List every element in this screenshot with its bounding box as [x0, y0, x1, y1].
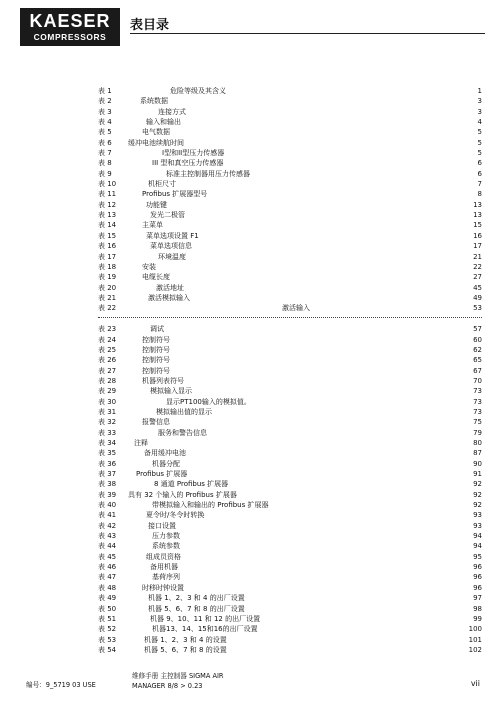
toc-row-entry	[142, 189, 482, 199]
toc-row-page: 8	[477, 190, 482, 199]
toc-intro-list	[0, 86, 500, 303]
toc-row[interactable]	[0, 283, 500, 293]
toc-row-label: 表 20	[98, 283, 117, 292]
toc-row[interactable]	[0, 428, 500, 438]
toc-row-title: 控制符号	[142, 356, 170, 365]
toc-row-entry	[146, 552, 482, 562]
toc-row-label: 表 7	[98, 149, 112, 158]
toc-row-entry	[142, 583, 482, 593]
toc-row-label: 表 17	[98, 252, 117, 261]
toc-row-title: 激活模拟输入	[148, 293, 190, 302]
toc-row-page: 57	[473, 325, 482, 334]
toc-row-entry	[150, 241, 482, 251]
toc-row-label: 表 37	[98, 470, 117, 479]
toc-row-entry	[150, 210, 482, 220]
toc-row-entry	[142, 335, 482, 345]
toc-row-page: 96	[473, 563, 482, 572]
toc-row[interactable]	[0, 96, 500, 106]
toc-row-page: 7	[477, 180, 482, 189]
toc-row-entry	[166, 397, 482, 407]
toc-row-label: 表 53	[98, 635, 117, 644]
toc-row[interactable]	[0, 345, 500, 355]
toc-row-page: 93	[473, 521, 482, 530]
toc-row-title: 控制符号	[142, 366, 170, 375]
toc-row[interactable]	[0, 303, 500, 324]
toc-row-page: 62	[473, 345, 482, 354]
toc-row-label: 表 9	[98, 169, 112, 178]
toc-row-title: 备用机器	[150, 563, 178, 572]
toc-row-title: 机器13、14、15和16的出厂设置	[152, 625, 258, 634]
toc-row-entry	[152, 624, 482, 634]
toc-row-page: 53	[473, 304, 482, 313]
toc-row-title: 主菜单	[142, 221, 163, 230]
toc-row-label: 表 14	[98, 221, 117, 230]
toc-row-entry	[148, 593, 482, 603]
toc-row-label: 表 36	[98, 459, 117, 468]
toc-row-page: 73	[473, 407, 482, 416]
toc-row-entry	[144, 645, 482, 655]
toc-row[interactable]	[0, 210, 500, 220]
toc-row-entry	[148, 293, 482, 303]
toc-row-entry	[142, 262, 482, 272]
toc-row-title: 压力参数	[152, 532, 180, 541]
toc-row-page: 49	[473, 293, 482, 302]
toc-row[interactable]	[0, 324, 500, 334]
toc-row-page: 5	[477, 128, 482, 137]
toc-row-label: 表 34	[98, 439, 117, 447]
toc-row-title: 控制符号	[142, 335, 170, 344]
toc-row-entry	[142, 272, 482, 282]
toc-row-label: 表 12	[98, 200, 117, 209]
toc-row[interactable]	[0, 407, 500, 417]
toc-row-entry	[148, 604, 482, 614]
toc-row-label: 表 31	[98, 407, 117, 416]
page-title: 表目录	[130, 18, 170, 33]
toc-row[interactable]	[0, 169, 500, 179]
page-footer	[0, 667, 500, 707]
toc-row-page: 94	[473, 542, 482, 551]
toc-row-page: 92	[473, 490, 482, 499]
toc-row-title: 带模拟输入和输出的 Profibus 扩展器	[152, 501, 269, 510]
toc-row[interactable]	[0, 86, 500, 96]
toc-row-entry	[142, 127, 482, 137]
toc-row-title: 安装	[142, 262, 156, 271]
toc-row-label: 表 3	[98, 107, 112, 116]
toc-row-entry	[152, 459, 482, 469]
toc-row-label: 表 29	[98, 387, 117, 396]
toc-row-title: Profibus 扩展器	[136, 470, 188, 479]
title-divider	[130, 33, 485, 34]
toc-row-title: 发光二极管	[150, 211, 185, 220]
toc-row-title: 机器分配	[152, 459, 180, 468]
toc-row-label: 表 41	[98, 511, 117, 520]
toc-row-title: 机器 9、10、11 和 12 的出厂设置	[150, 614, 261, 623]
toc-row-label: 表 18	[98, 262, 117, 271]
toc-row[interactable]	[0, 593, 500, 603]
toc-row[interactable]	[0, 231, 500, 241]
toc-row-entry	[148, 179, 482, 189]
toc-row-label: 表 25	[98, 345, 117, 354]
toc-row-title: 电缆长度	[142, 273, 170, 282]
toc-row-page: 99	[473, 614, 482, 623]
toc-row-title: 缓冲电池续航时间	[128, 138, 184, 147]
toc-row-page: 3	[477, 97, 482, 106]
toc-row-label: 表 54	[98, 645, 117, 654]
toc-row[interactable]	[0, 335, 500, 345]
toc-row[interactable]	[0, 293, 500, 303]
toc-row-label: 表 51	[98, 614, 117, 623]
document-number: 编号：9_5719 03 USE	[26, 681, 96, 689]
toc-row-entry	[154, 479, 482, 489]
toc-row[interactable]	[0, 366, 500, 376]
toc-row-entry	[146, 231, 482, 241]
logo-subtitle: COMPRESSORS	[33, 32, 107, 42]
toc-row-page: 13	[473, 211, 482, 220]
toc-row-title: 标准主控制器用压力传感器	[166, 169, 250, 178]
toc-row-entry	[158, 428, 482, 438]
toc-row-entry	[144, 635, 482, 645]
toc-row[interactable]	[0, 158, 500, 168]
toc-row[interactable]	[0, 448, 500, 458]
toc-row-page: 16	[473, 231, 482, 240]
toc-row-entry	[152, 572, 482, 582]
toc-row-page: 1	[477, 87, 482, 95]
toc-row-title: 环境温度	[158, 252, 186, 261]
toc-row-label: 表 8	[98, 159, 112, 168]
toc-row-title: Profibus 扩展器型号	[142, 190, 208, 199]
toc-row-entry	[150, 562, 482, 572]
toc-row-label: 表 24	[98, 335, 117, 344]
toc-row[interactable]	[0, 386, 500, 396]
toc-row-title: 机器 5、6、7 和 8 的设置	[144, 645, 227, 654]
toc-row-title: 激活地址	[156, 283, 184, 292]
toc-row-title: 功能键	[146, 200, 167, 209]
toc-row-page: 92	[473, 501, 482, 510]
toc-row[interactable]	[0, 541, 500, 551]
toc-row[interactable]	[0, 604, 500, 614]
toc-row-label: 表 32	[98, 418, 117, 427]
toc-row-title: 调试	[150, 325, 164, 334]
toc-row[interactable]	[0, 148, 500, 158]
toc-row-title: 电气数据	[142, 128, 170, 137]
toc-row-title: 系统参数	[152, 542, 180, 551]
toc-row-label: 表 2	[98, 97, 112, 106]
toc-row-page: 27	[473, 273, 482, 282]
toc-row[interactable]	[0, 272, 500, 282]
toc-row-title: I型和II型压力传感器	[162, 149, 225, 158]
toc-row-entry	[142, 355, 482, 365]
toc-row-label: 表 16	[98, 242, 117, 251]
toc-row[interactable]	[0, 355, 500, 365]
toc-row-label: 表 43	[98, 532, 117, 541]
toc-row-label: 表 27	[98, 366, 117, 375]
toc-row-label: 表 5	[98, 128, 112, 137]
toc-row[interactable]	[0, 262, 500, 272]
table-of-contents	[0, 86, 500, 655]
toc-row[interactable]	[0, 562, 500, 572]
toc-row-title: 危险等级及其含义	[170, 87, 226, 95]
page-number: vii	[470, 679, 480, 688]
toc-row-entry	[136, 469, 482, 479]
toc-row-entry	[170, 86, 482, 96]
toc-row-page: 70	[473, 376, 482, 385]
toc-row[interactable]	[0, 645, 500, 655]
toc-row[interactable]	[0, 510, 500, 520]
toc-row-label: 表 40	[98, 501, 117, 510]
toc-row-entry	[158, 107, 482, 117]
toc-row[interactable]	[0, 531, 500, 541]
toc-row-entry	[162, 148, 482, 158]
toc-row[interactable]	[0, 521, 500, 531]
toc-row[interactable]	[0, 107, 500, 117]
toc-row-page: 95	[473, 552, 482, 561]
toc-row[interactable]	[0, 179, 500, 189]
toc-row-label: 表 52	[98, 625, 117, 634]
toc-row-entry	[128, 138, 482, 148]
toc-row-title: 激活输入	[282, 304, 310, 313]
toc-row-page: 90	[473, 459, 482, 468]
toc-row-page: 21	[473, 252, 482, 261]
toc-row-label: 表 38	[98, 480, 117, 489]
toc-row-entry	[152, 500, 482, 510]
toc-row[interactable]	[0, 220, 500, 230]
toc-row-page: 96	[473, 583, 482, 592]
toc-row-title: 菜单选项设置 F1	[146, 231, 199, 240]
toc-row[interactable]	[0, 459, 500, 469]
toc-main-list	[0, 324, 500, 655]
toc-row-page: 17	[473, 242, 482, 251]
toc-row-entry	[150, 386, 482, 396]
toc-row-label: 表 15	[98, 231, 117, 240]
toc-row-title: III 型和真空压力传感器	[152, 159, 224, 168]
toc-row-entry	[166, 169, 482, 179]
dot-leader	[98, 317, 482, 318]
toc-row-title: 连接方式	[158, 107, 186, 116]
toc-row-entry	[142, 345, 482, 355]
toc-row-label: 表 35	[98, 449, 117, 458]
toc-row-page: 98	[473, 604, 482, 613]
toc-row-page: 4	[477, 118, 482, 127]
toc-row-entry	[148, 521, 482, 531]
toc-row-entry	[134, 438, 482, 448]
toc-row-label: 表 45	[98, 552, 117, 561]
toc-row-page: 5	[477, 149, 482, 158]
toc-row-page: 102	[468, 645, 482, 654]
toc-row[interactable]	[0, 583, 500, 593]
toc-row-title: 报警信息	[142, 418, 170, 427]
toc-row-entry	[150, 324, 482, 334]
toc-row-entry	[142, 366, 482, 376]
toc-row-label: 表 21	[98, 293, 117, 302]
toc-row-title: 注释	[134, 439, 148, 447]
toc-row-page: 73	[473, 397, 482, 406]
toc-row-label: 表 28	[98, 376, 117, 385]
toc-row[interactable]	[0, 241, 500, 251]
toc-row[interactable]	[0, 417, 500, 427]
toc-row-entry	[144, 448, 482, 458]
toc-row-entry	[150, 614, 482, 624]
manual-title: 维修手册 主控制器 SIGMA AIR	[132, 672, 224, 680]
toc-row[interactable]	[0, 376, 500, 386]
toc-row-page: 5	[477, 138, 482, 147]
toc-row-title: 控制符号	[142, 345, 170, 354]
toc-row-entry	[140, 96, 482, 106]
toc-row-label: 表 19	[98, 273, 117, 282]
toc-row-label: 表 11	[98, 190, 117, 199]
toc-row[interactable]	[0, 490, 500, 500]
toc-row-page: 3	[477, 107, 482, 116]
toc-row-title: 时移时钟设置	[142, 583, 184, 592]
toc-row-page: 80	[473, 439, 482, 447]
toc-row-label: 表 26	[98, 356, 117, 365]
toc-row-page: 6	[477, 159, 482, 168]
toc-row[interactable]	[0, 438, 500, 448]
toc-row-label: 表 23	[98, 325, 117, 334]
toc-row-entry	[146, 117, 482, 127]
toc-row-page: 93	[473, 511, 482, 520]
toc-row-label: 表 46	[98, 563, 117, 572]
toc-row-entry	[152, 158, 482, 168]
toc-row-title: 菜单选项信息	[150, 242, 192, 251]
toc-row-title: 显示PT100输入的模拟值。	[166, 397, 251, 406]
logo-name: KAESER	[29, 11, 111, 31]
toc-row-label: 表 50	[98, 604, 117, 613]
toc-row-label: 表 39	[98, 490, 117, 499]
toc-row-label: 表 33	[98, 428, 117, 437]
toc-row-title: 机器 1、2、3 和 4 的出厂设置	[148, 594, 245, 603]
toc-row-title: 服务和警告信息	[158, 428, 207, 437]
toc-row-entry	[158, 252, 482, 262]
toc-row-entry	[156, 407, 482, 417]
toc-row-title: 机器 1、2、3 和 4 的设置	[144, 635, 227, 644]
toc-row-page: 94	[473, 532, 482, 541]
toc-row-title: 模拟输出值的显示	[156, 407, 212, 416]
toc-row-label: 表 42	[98, 521, 117, 530]
toc-row-page: 22	[473, 262, 482, 271]
toc-row-title: 备用缓冲电池	[144, 449, 186, 458]
toc-row-page: 75	[473, 418, 482, 427]
toc-row-label: 表 49	[98, 594, 117, 603]
toc-row-page: 15	[473, 221, 482, 230]
toc-row-page: 87	[473, 449, 482, 458]
toc-row[interactable]	[0, 479, 500, 489]
toc-row[interactable]	[0, 614, 500, 624]
toc-row[interactable]	[0, 500, 500, 510]
toc-row-page: 97	[473, 594, 482, 603]
toc-row[interactable]	[0, 552, 500, 562]
toc-row-title: 机柜尺寸	[148, 180, 176, 189]
toc-row-entry	[142, 417, 482, 427]
toc-row-entry	[128, 490, 482, 500]
toc-row-entry	[152, 541, 482, 551]
toc-row-page: 65	[473, 356, 482, 365]
toc-row-title: 组成员资格	[146, 552, 181, 561]
toc-row-title: 系统数据	[140, 97, 168, 106]
toc-row-label: 表 44	[98, 542, 117, 551]
toc-row-page: 92	[473, 480, 482, 489]
toc-row-title: 接口设置	[148, 521, 176, 530]
toc-row-label: 表 13	[98, 211, 117, 220]
kaeser-logo	[20, 8, 120, 46]
toc-row-title: 机器 5、6、7 和 8 的出厂设置	[148, 604, 245, 613]
toc-row-label: 表 22	[98, 304, 117, 313]
toc-row-title: 机器列表符号	[142, 376, 184, 385]
toc-row-entry	[146, 200, 482, 210]
toc-row[interactable]	[0, 397, 500, 407]
toc-row-entry	[156, 283, 482, 293]
toc-row[interactable]	[0, 572, 500, 582]
toc-row[interactable]	[0, 189, 500, 199]
toc-row-entry	[142, 376, 482, 386]
toc-row[interactable]	[0, 252, 500, 262]
toc-row-page: 60	[473, 335, 482, 344]
toc-row[interactable]	[0, 127, 500, 137]
toc-row-page: 96	[473, 573, 482, 582]
toc-row-page: 45	[473, 283, 482, 292]
manual-version: MANAGER 8/8 > 0.23	[132, 682, 203, 690]
toc-row-page: 101	[468, 635, 482, 644]
toc-row-entry	[146, 510, 482, 520]
toc-row-page: 100	[468, 625, 482, 634]
toc-row-label: 表 48	[98, 583, 117, 592]
toc-row-title: 具有 32 个输入的 Profibus 扩展器	[128, 490, 237, 499]
toc-row-title: 8 通道 Profibus 扩展器	[154, 480, 229, 489]
toc-row-page: 91	[473, 470, 482, 479]
toc-row-page: 6	[477, 169, 482, 178]
toc-row-label: 表 47	[98, 573, 117, 582]
toc-row[interactable]	[0, 200, 500, 210]
toc-row-title: 模拟输入显示	[150, 387, 192, 396]
toc-row-entry	[142, 220, 482, 230]
toc-row-label: 表 10	[98, 180, 117, 189]
toc-row-page: 13	[473, 200, 482, 209]
toc-row-title: 基荷序列	[152, 573, 180, 582]
toc-row-label: 表 30	[98, 397, 117, 406]
toc-row[interactable]	[0, 624, 500, 634]
toc-row-title: 夏令时/冬令时转换	[146, 511, 205, 520]
toc-row-label: 表 1	[98, 87, 112, 95]
toc-row-entry	[152, 531, 482, 541]
toc-row-label: 表 4	[98, 118, 112, 127]
toc-row-label: 表 6	[98, 138, 112, 147]
toc-row-page: 79	[473, 428, 482, 437]
toc-row[interactable]	[0, 117, 500, 127]
toc-row-title: 输入和输出	[146, 118, 181, 127]
toc-row[interactable]	[0, 635, 500, 645]
toc-row[interactable]	[0, 469, 500, 479]
toc-row-page: 73	[473, 387, 482, 396]
toc-row[interactable]	[0, 138, 500, 148]
toc-row-page: 67	[473, 366, 482, 375]
